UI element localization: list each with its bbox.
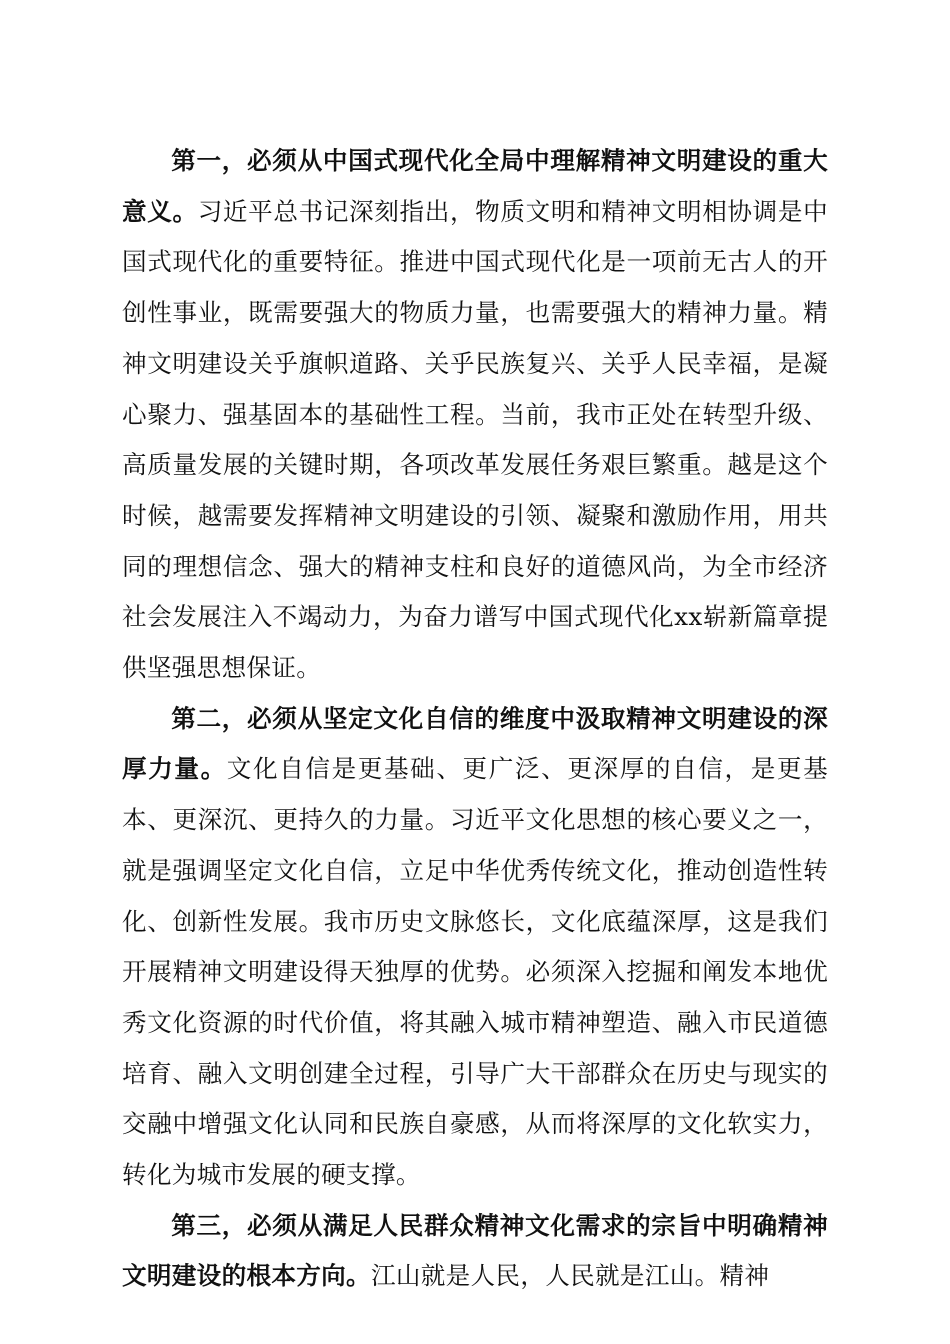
paragraph-3-text: 江山就是人民，人民就是江山。精神 bbox=[370, 1261, 770, 1291]
paragraph-2 bbox=[122, 694, 828, 1201]
paragraph-1-heading: 第一，必须从中国式现代化全局中理解精神文明建设的重大意义。 bbox=[122, 146, 828, 226]
document-body bbox=[122, 136, 828, 1302]
paragraph-3 bbox=[122, 1201, 828, 1302]
paragraph-3-heading: 第三，必须从满足人民群众精神文化需求的宗旨中明确精神文明建设的根本方向。 bbox=[122, 1210, 828, 1291]
paragraph-1-text: 习近平总书记深刻指出，物质文明和精神文明相协调是中国式现代化的重要特征。推进中国式现代化是一项前无古人的开创性事业，既需要强大的物质力量，也需要强大的精神力量。精神文明建设关乎旗帜道路、关乎民族复兴、关乎人民幸福，是凝心聚力、强基固本的基础性工程。当前，我市正处在转型升级、高质量发展的关键时期，各项改革发展任务艰巨繁重。越是这个时候，越需要发挥精神文明建设的引领、凝聚和激励作用，用共同的理想信念、强大的精神支柱和良好的道德风尚，为全市经济社会发展注入不竭动力，为奋力谱写中国式现代化xx崭新篇章提供坚强思想保证。 bbox=[122, 196, 828, 683]
paragraph-2-heading: 第二，必须从坚定文化自信的维度中汲取精神文明建设的深厚力量。 bbox=[122, 703, 828, 784]
paragraph-1 bbox=[122, 136, 828, 694]
paragraph-2-text: 文化自信是更基础、更广泛、更深厚的自信，是更基本、更深沉、更持久的力量。习近平文化思想的核心要义之一，就是强调坚定文化自信，立足中华优秀传统文化，推动创造性转化、创新性发展。我市历史文脉悠长，文化底蕴深厚，这是我们开展精神文明建设得天独厚的优势。必须深入挖掘和阐发本地优秀文化资源的时代价值，将其融入城市精神塑造、融入市民道德培育、融入文明创建全过程，引导广大干部群众在历史与现实的交融中增强文化认同和民族自豪感，从而将深厚的文化软实力，转化为城市发展的硬支撑。 bbox=[122, 754, 829, 1190]
